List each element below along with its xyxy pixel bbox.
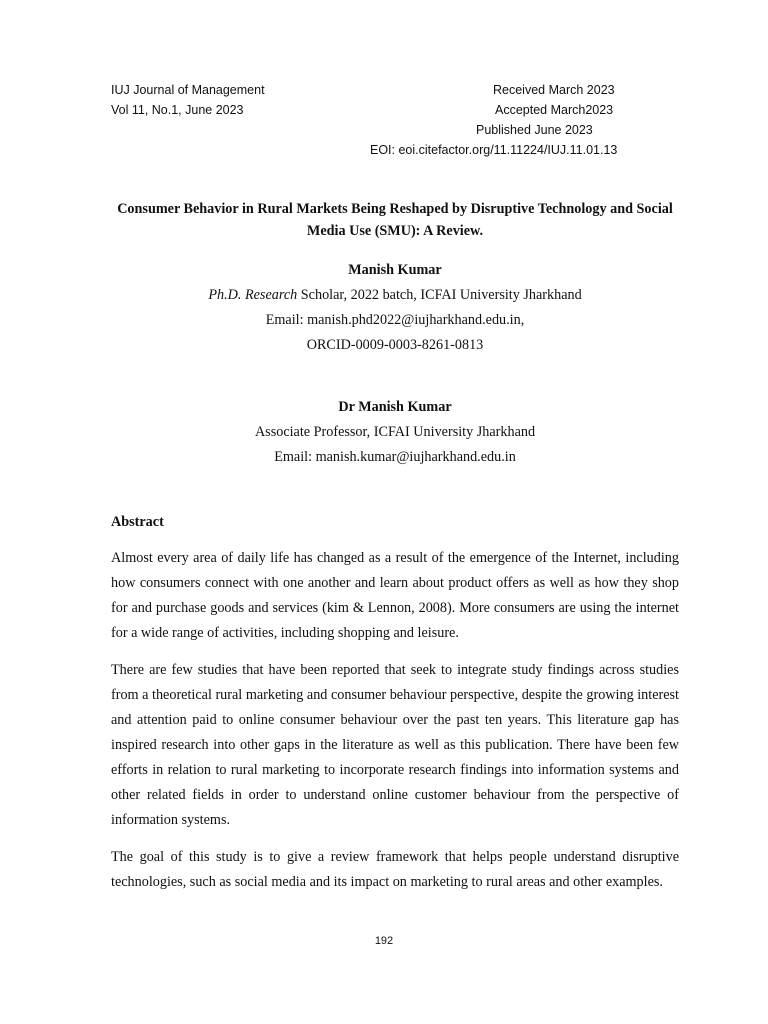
author-1-name: Manish Kumar bbox=[348, 262, 442, 278]
author-2-name: Dr Manish Kumar bbox=[338, 399, 452, 415]
paper-title bbox=[111, 198, 679, 242]
author-1-affiliation bbox=[111, 283, 679, 308]
author-1-role-rest: Scholar, 2022 batch, ICFAI University Jharkhand bbox=[297, 287, 582, 303]
author-2-affiliation: Associate Professor, ICFAI University Jharkhand bbox=[254, 424, 536, 440]
received-date: Received March 2023 bbox=[493, 83, 615, 97]
author-2-email: Email: manish.kumar@iujharkhand.edu.in bbox=[274, 449, 516, 465]
accepted-date: Accepted March2023 bbox=[495, 103, 614, 117]
abstract-paragraph: The goal of this study is to give a review framework that helps people understand disruptive technologies, such as social media and its impact on marketing to rural areas and other examples. bbox=[111, 849, 679, 890]
abstract-heading: Abstract bbox=[111, 514, 164, 530]
journal-name: IUJ Journal of Management bbox=[111, 83, 265, 97]
author-1-orcid: ORCID-0009-0003-8261-0813 bbox=[306, 337, 484, 353]
publication-dates bbox=[370, 80, 640, 160]
paper-body bbox=[111, 198, 679, 895]
author-1-email: Email: manish.phd2022@iujharkhand.edu.in, bbox=[265, 312, 525, 328]
eoi-identifier: EOI: eoi.citefactor.org/11.11224/IUJ.11.01.13 bbox=[370, 143, 618, 157]
paper-title-line-1: Consumer Behavior in Rural Markets Being Reshaped by Disruptive Technology and Social bbox=[117, 201, 673, 217]
published-date: Published June 2023 bbox=[476, 123, 593, 137]
page-number: 192 bbox=[374, 935, 394, 947]
author-1-role-italic: Ph.D. Research bbox=[208, 287, 298, 303]
abstract-paragraph: Almost every area of daily life has changed as a result of the emergence of the Internet, including how consumers connect with one another and learn about product offers as well as how they shop for and purchase goods and services (kim & Lennon, 2008). More consumers are using the internet for a wide range of activities, including shopping and leisure. bbox=[111, 550, 679, 641]
abstract-paragraph: There are few studies that have been reported that seek to integrate study findings across studies from a theoretical rural marketing and consumer behaviour perspective, despite the growing interest and attention paid to online consumer behaviour over the past ten years. This literature gap has inspired research into other gaps in the literature as well as this publication. There have been few efforts in relation to rural marketing to incorporate research findings into information systems and other related fields in order to understand online customer behaviour from the perspective of information systems. bbox=[111, 662, 679, 828]
journal-info bbox=[111, 80, 265, 120]
page-header bbox=[0, 80, 768, 164]
journal-volume: Vol 11, No.1, June 2023 bbox=[111, 103, 244, 117]
paper-title-line-2: Media Use (SMU): A Review. bbox=[306, 223, 484, 239]
